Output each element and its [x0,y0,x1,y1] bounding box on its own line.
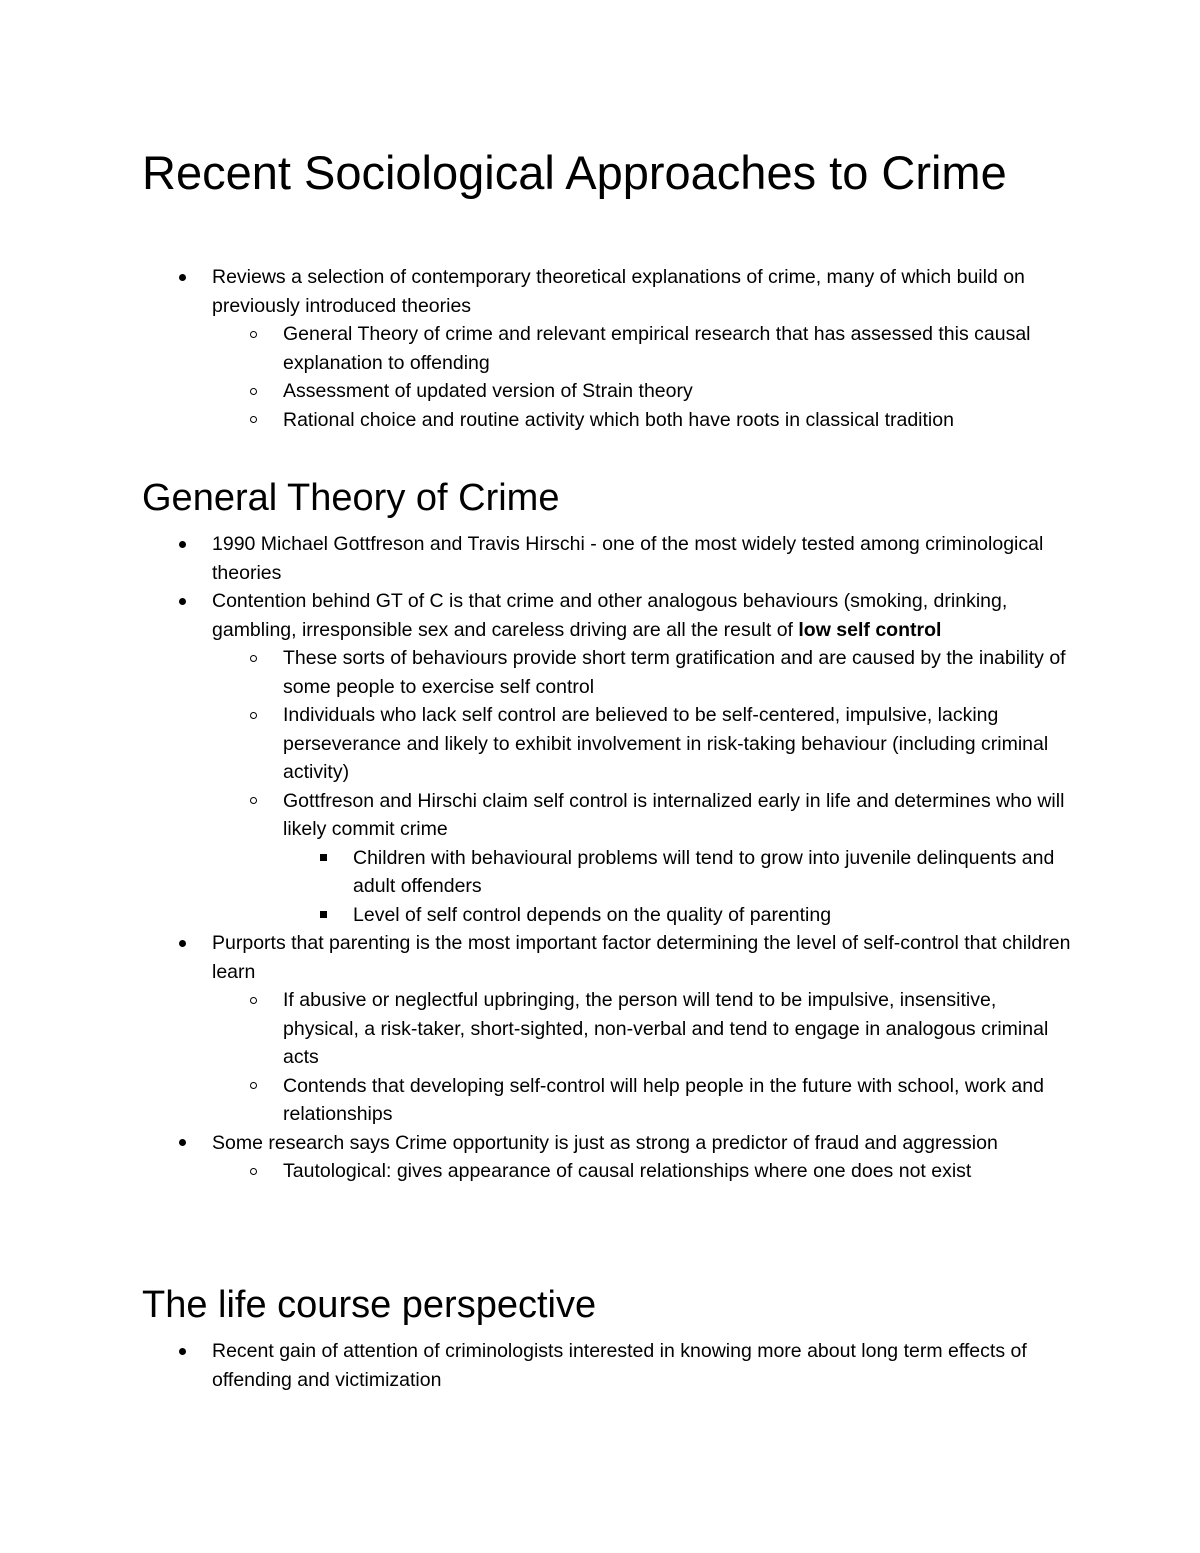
section-heading-general-theory: General Theory of Crime [142,477,560,519]
section-heading-life-course: The life course perspective [142,1284,597,1326]
list-item-text: These sorts of behaviours provide short term gratification and are caused by the inability of some people to exercise self control [283,647,1066,698]
intro-list [142,263,1072,434]
list-item [142,263,1072,320]
list-item-text: Gottfreson and Hirschi claim self control is internalized early in life and determines who will likely commit crime [283,789,1065,840]
general-theory-list [142,530,1072,1186]
list-item [142,844,1072,901]
bullet-dot-icon [175,929,189,958]
bullet-dot-icon [175,530,189,559]
bullet-ring-icon [246,406,260,435]
bullet-square-icon [316,901,330,930]
bullet-dot-icon [175,587,189,616]
list-item [142,701,1072,787]
bullet-dot-icon [175,263,189,292]
bullet-ring-icon [246,320,260,349]
list-item-text: If abusive or neglectful upbringing, the person will tend to be impulsive, insensitive, physical, a risk-taker, short-sighted, non-verbal and tend to engage in analogous criminal acts [283,989,1049,1068]
list-item [142,1072,1072,1129]
list-item [142,406,1072,435]
bullet-ring-icon [246,787,260,816]
list-item-text: Children with behavioural problems will tend to grow into juvenile delinquents and adult offenders [353,846,1055,897]
list-item-text: Tautological: gives appearance of causal relationships where one does not exist [283,1160,972,1182]
list-item-text: Recent gain of attention of criminologists interested in knowing more about long term effects of offending and victimization [212,1340,1027,1391]
list-item [142,929,1072,986]
emphasis-text: low self control [798,618,942,641]
list-item-text: Rational choice and routine activity which both have roots in classical tradition [283,408,954,431]
bullet-ring-icon [246,1072,260,1101]
list-item [142,377,1072,406]
bullet-ring-icon [246,644,260,673]
bullet-dot-icon [175,1337,189,1366]
list-item [142,1337,1072,1394]
list-item [142,530,1072,587]
bullet-dot-icon [175,1129,189,1158]
list-item [142,787,1072,844]
bullet-ring-icon [246,377,260,406]
bullet-square-icon [316,844,330,873]
list-item-text: 1990 Michael Gottfreson and Travis Hirschi - one of the most widely tested among criminological theories [212,533,1044,584]
list-item [142,1129,1072,1158]
list-item-text: Assessment of updated version of Strain theory [283,380,693,402]
bullet-ring-icon [246,986,260,1015]
life-course-list [142,1337,1072,1394]
list-item-text: Level of self control depends on the quality of parenting [353,903,832,926]
list-item [142,320,1072,377]
list-item [142,901,1072,930]
list-item-text: General Theory of crime and relevant empirical research that has assessed this causal explanation to offending [283,323,1031,374]
list-item-text: Contention behind GT of C is that crime and other analogous behaviours (smoking, drinking, gambling, irresponsible sex and careless driving are all the result of [212,590,1008,641]
list-item-text: Contends that developing self-control will help people in the future with school, work and relationships [283,1074,1044,1125]
list-item-text: Some research says Crime opportunity is just as strong a predictor of fraud and aggression [212,1131,998,1154]
document-title: Recent Sociological Approaches to Crime [142,146,1007,199]
list-item [142,587,1072,644]
list-item [142,644,1072,701]
list-item-text: Individuals who lack self control are believed to be self-centered, impulsive, lacking perseverance and likely to exhibit involvement in risk-taking behaviour (including criminal activity) [283,704,1049,783]
bullet-ring-icon [246,701,260,730]
list-item-text: Reviews a selection of contemporary theoretical explanations of crime, many of which build on previously introduced theories [212,266,1025,317]
bullet-ring-icon [246,1157,260,1186]
list-item [142,986,1072,1072]
list-item-text: Purports that parenting is the most important factor determining the level of self-control that children learn [212,932,1071,983]
list-item [142,1157,1072,1186]
